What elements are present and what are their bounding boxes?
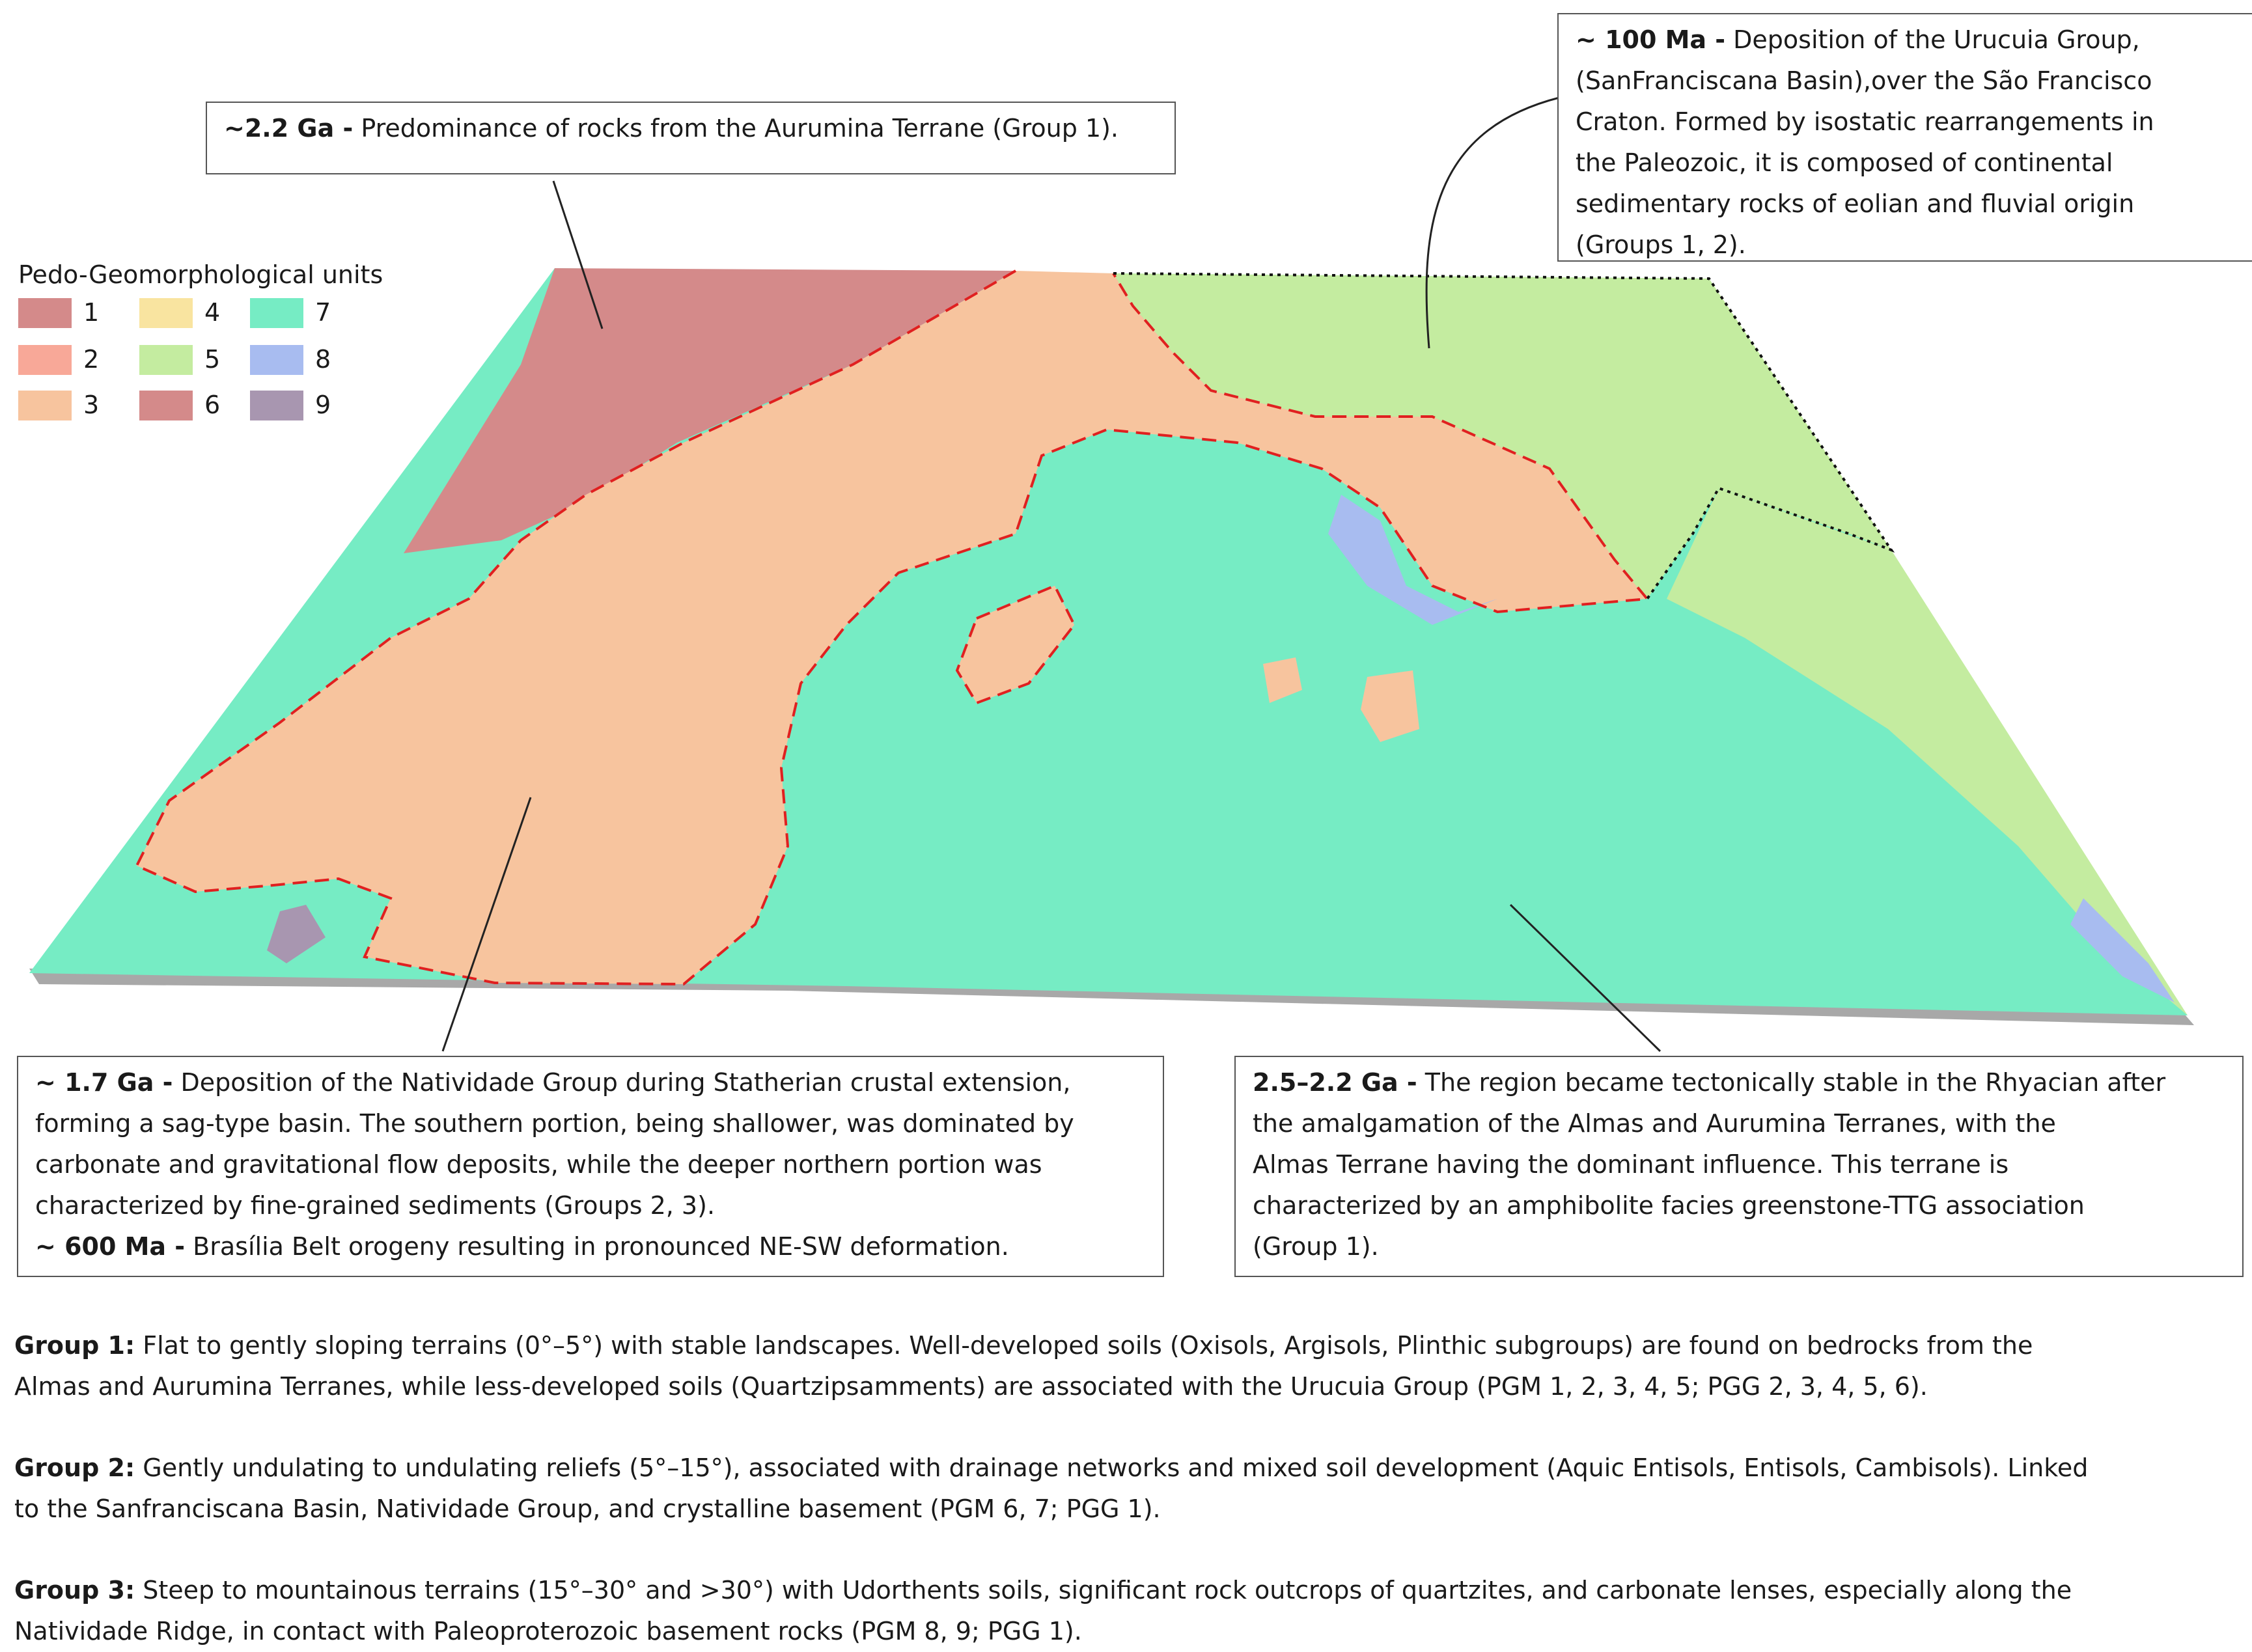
group-1-line-2: Almas and Aurumina Terranes, while less-developed soils (Quartzipsamments) are associated with the Urucuia Group (PGM 1, 2, 3, 4, 5; PGG 2, 3, 4, 5, 6). [14, 1372, 1928, 1401]
callout-natividade-text-5: Brasília Belt orogeny resulting in pronounced NE-SW deformation. [193, 1232, 1009, 1261]
callout-urucuia-line-5: sedimentary rocks of eolian and fluvial origin [1576, 189, 2135, 218]
legend-swatch-2 [18, 345, 72, 375]
group-3-label: Group 3: [14, 1576, 135, 1604]
callout-aurumina [206, 102, 1176, 174]
callout-natividade-line-4: characterized by fine-grained sediments (Groups 2, 3). [35, 1191, 716, 1220]
callout-urucuia-line-4: the Paleozoic, it is composed of continental [1576, 148, 2113, 177]
legend-title: Pedo-Geomorphological units [18, 260, 383, 289]
callout-urucuia-line-3: Craton. Formed by isostatic rearrangements in [1576, 107, 2154, 136]
callout-almas-line-2: the amalgamation of the Almas and Aurumina Terranes, with the [1253, 1109, 2056, 1138]
group-2-label: Group 2: [14, 1453, 135, 1482]
callout-aurumina-line [224, 108, 1159, 149]
legend-swatch-5 [139, 345, 193, 375]
group-2-line-2: to the Sanfranciscana Basin, Natividade Group, and crystalline basement (PGM 6, 7; PGG 1). [14, 1494, 1161, 1523]
legend-swatch-7 [250, 298, 303, 328]
callout-urucuia-line-2: (SanFranciscana Basin),over the São Francisco [1576, 66, 2152, 95]
group-2-line-1 [14, 1448, 2241, 1489]
callout-almas-line-3: Almas Terrane having the dominant influence. This terrane is [1253, 1150, 2009, 1179]
legend-swatch-9 [250, 391, 303, 420]
callout-natividade [17, 1056, 1164, 1277]
callout-almas [1234, 1056, 2244, 1277]
group-2-text-1: Gently undulating to undulating reliefs (5°–15°), associated with drainage networks and mixed soil development (Aquic Entisols, Entisols, Cambisols). Linked [143, 1453, 2089, 1482]
callout-natividade-age-2: ~ 600 Ma - [35, 1232, 186, 1261]
legend-swatch-8 [250, 345, 303, 375]
legend-swatch-3 [18, 391, 72, 420]
callout-urucuia-text-1: Deposition of the Urucuia Group, [1733, 25, 2140, 54]
legend-swatch-4 [139, 298, 193, 328]
group-3-line-1 [14, 1570, 2241, 1611]
legend-swatch-1 [18, 298, 72, 328]
legend-label-5: 5 [204, 345, 221, 374]
callout-aurumina-age: ~2.2 Ga - [224, 114, 354, 143]
callout-almas-line-5: (Group 1). [1253, 1232, 1379, 1261]
callout-natividade-line-5 [35, 1226, 1147, 1267]
legend-label-9: 9 [315, 391, 331, 419]
callout-urucuia-line-6: (Groups 1, 2). [1576, 230, 1746, 259]
group-2-description [14, 1448, 2241, 1530]
callout-urucuia-line-1 [1576, 20, 2252, 61]
callout-aurumina-text: Predominance of rocks from the Aurumina Terrane (Group 1). [361, 114, 1119, 143]
legend-swatch-6 [139, 391, 193, 420]
legend-label-1: 1 [83, 298, 100, 327]
callout-almas-text-1: The region became tectonically stable in the Rhyacian after [1425, 1068, 2166, 1097]
callout-almas-line-1 [1253, 1062, 2227, 1103]
callout-almas-age: 2.5–2.2 Ga - [1253, 1068, 1417, 1097]
callout-natividade-age-1: ~ 1.7 Ga - [35, 1068, 173, 1097]
callout-natividade-line-2: forming a sag-type basin. The southern portion, being shallower, was dominated by [35, 1109, 1074, 1138]
group-1-text-1: Flat to gently sloping terrains (0°–5°) with stable landscapes. Well-developed soils (Oxisols, Argisols, Plinthic subgroups) are found on bedrocks from the [143, 1331, 2033, 1360]
callout-almas-line-4: characterized by an amphibolite facies greenstone-TTG association [1253, 1191, 2085, 1220]
legend-label-7: 7 [315, 298, 331, 327]
group-1-line-1 [14, 1325, 2241, 1366]
legend-label-2: 2 [83, 345, 100, 374]
legend-label-6: 6 [204, 391, 221, 419]
legend-label-8: 8 [315, 345, 331, 374]
group-1-label: Group 1: [14, 1331, 135, 1360]
callout-natividade-line-3: carbonate and gravitational flow deposits, while the deeper northern portion was [35, 1150, 1042, 1179]
legend [18, 260, 383, 430]
callout-natividade-line-1 [35, 1062, 1147, 1103]
group-3-description [14, 1570, 2241, 1652]
legend-label-3: 3 [83, 391, 100, 419]
group-3-line-2: Natividade Ridge, in contact with Paleoproterozoic basement rocks (PGM 8, 9; PGG 1). [14, 1617, 1082, 1645]
callout-natividade-text-1: Deposition of the Natividade Group during Statherian crustal extension, [180, 1068, 1071, 1097]
group-3-text-1: Steep to mountainous terrains (15°–30° and >30°) with Udorthents soils, significant rock outcrops of quartzites, and carbonate lenses, especially along the [143, 1576, 2072, 1604]
callout-urucuia [1557, 13, 2252, 262]
legend-label-4: 4 [204, 298, 221, 327]
group-1-description [14, 1325, 2241, 1407]
callout-urucuia-age: ~ 100 Ma - [1576, 25, 1726, 54]
